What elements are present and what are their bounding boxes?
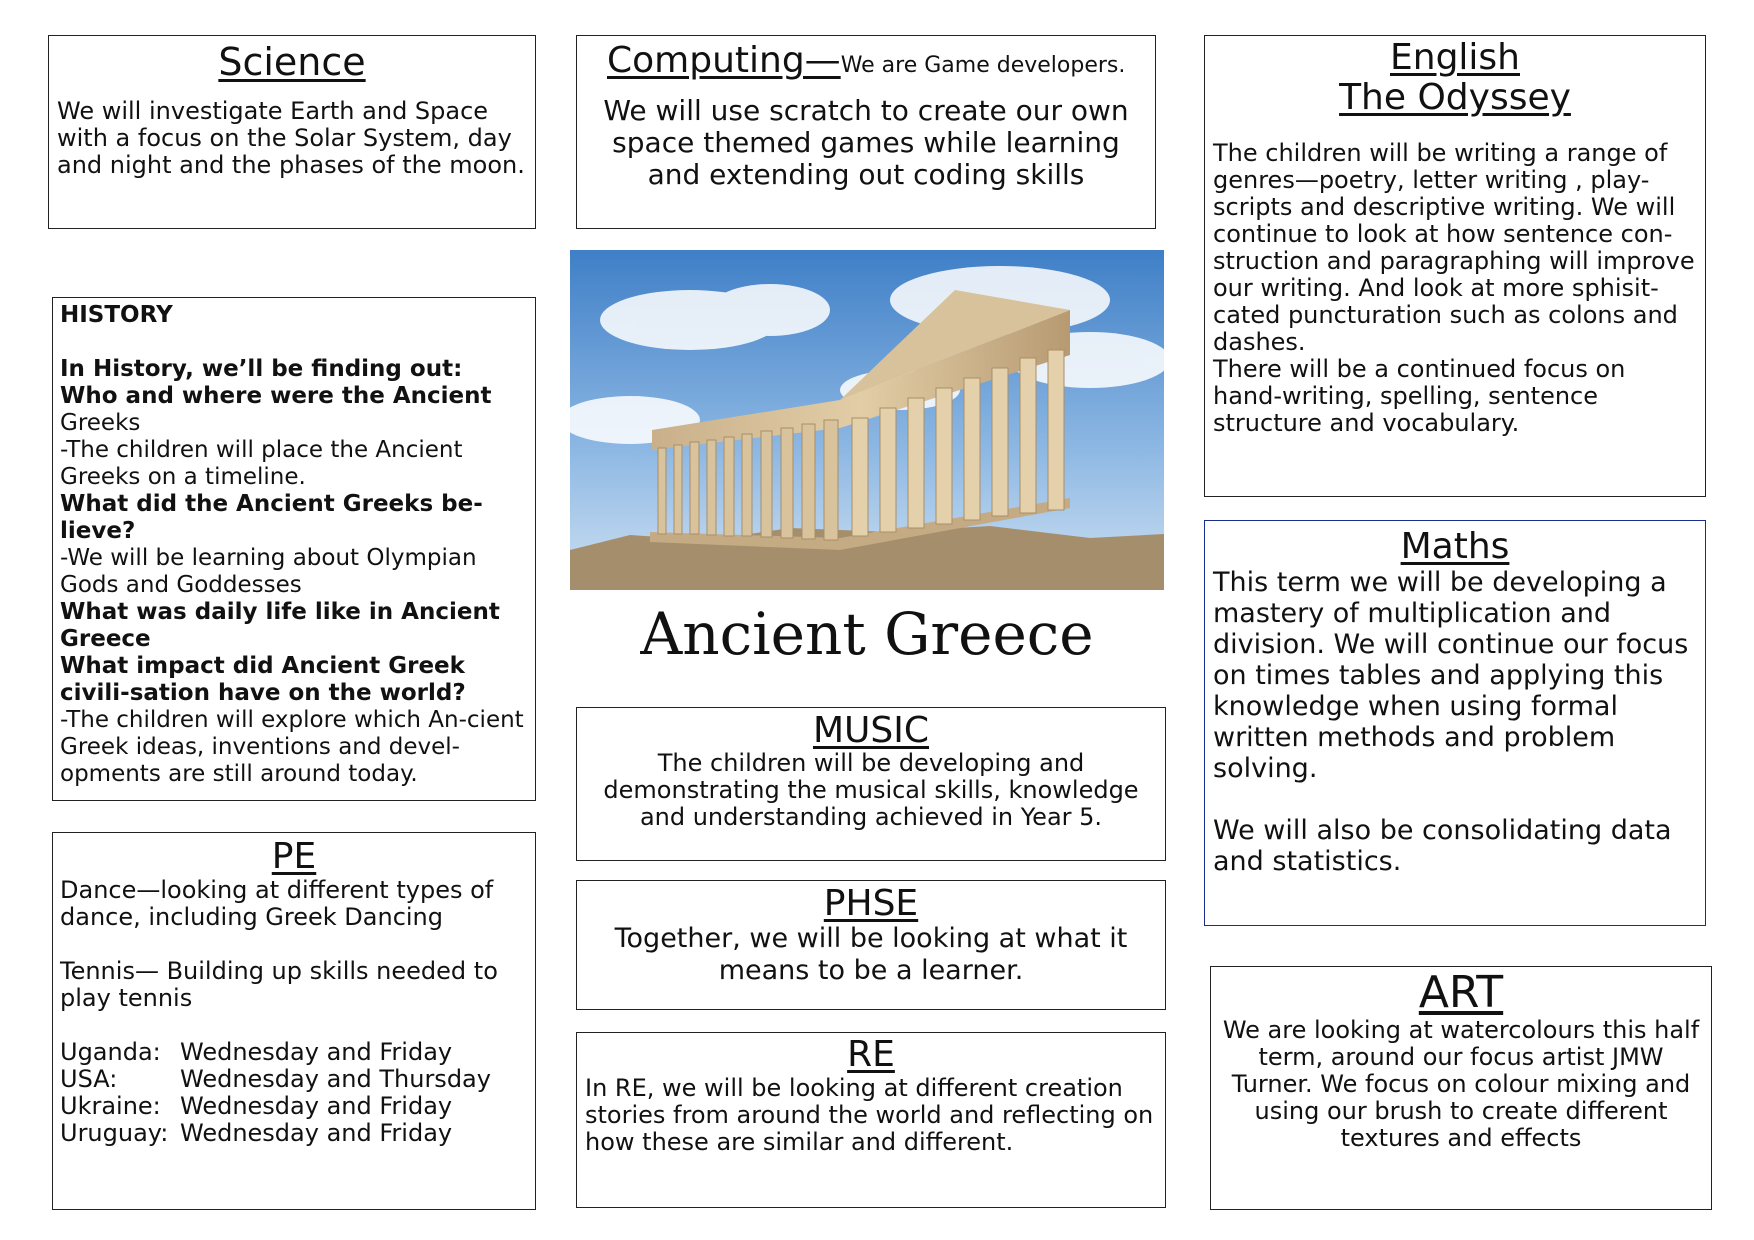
music-text: The children will be developing and demonstrating the musical skills, knowledge and understanding achieved in Year 5. [603, 749, 1139, 831]
computing-panel [576, 35, 1156, 229]
science-text: We will investigate Earth and Space with a focus on the Solar System, day and night and the phases of the moon. [57, 97, 525, 179]
history-answer-1: -The children will place the Ancient Greeks on a timeline. [60, 437, 463, 490]
history-question-3: What was daily life like in Ancient Greece [60, 599, 500, 652]
class-days: Wednesday and Friday [180, 1119, 453, 1147]
class-name: Uganda: [60, 1038, 161, 1066]
class-name: Ukraine: [60, 1092, 161, 1120]
parthenon-image [570, 250, 1164, 590]
class-days: Wednesday and Friday [180, 1038, 453, 1066]
re-title: RE [847, 1034, 895, 1075]
class-name: Uruguay: [60, 1119, 169, 1147]
art-text: We are looking at watercolours this half term, around our focus artist JMW Turner. We focus on colour mixing and using our brush to create different textures and effects [1222, 1016, 1700, 1152]
phse-panel [576, 880, 1166, 1010]
pe-schedule-row [60, 1093, 528, 1120]
class-name: USA: [60, 1065, 118, 1093]
parthenon-illustration [570, 250, 1164, 590]
english-title: English [1390, 37, 1520, 78]
history-answer-2: -We will be learning about Olympian Gods and Goddesses [60, 545, 477, 598]
pe-tennis: Tennis— Building up skills needed to play tennis [60, 957, 498, 1012]
art-panel [1210, 966, 1712, 1210]
pe-panel [52, 832, 536, 1210]
history-answer-4: -The children will explore which An-cient Greek ideas, inventions and devel-opments are still around today. [60, 707, 524, 787]
pe-dance: Dance—looking at different types of dance, including Greek Dancing [60, 876, 494, 931]
class-days: Wednesday and Friday [180, 1092, 453, 1120]
phse-text: Together, we will be looking at what it means to be a learner. [614, 923, 1128, 986]
phse-title: PHSE [823, 883, 919, 924]
music-panel [576, 707, 1166, 861]
maths-title: Maths [1400, 526, 1510, 567]
computing-subtitle: We are Game developers. [840, 53, 1126, 78]
pe-schedule-row [60, 1066, 528, 1093]
history-question-4: What impact did Ancient Greek civili-sation have on the world? [60, 653, 466, 706]
science-title: Science [218, 40, 366, 84]
re-panel [576, 1032, 1166, 1208]
caption-ancient-greece: Ancient Greece [640, 600, 1094, 668]
art-title: ART [1418, 967, 1504, 1018]
maths-panel [1204, 520, 1706, 926]
maths-text-1: This term we will be developing a mastery of multiplication and division. We will continue our focus on times tables and applying this knowledge when using formal written methods and problem solving. [1213, 567, 1689, 784]
english-text-2: There will be a continued focus on hand-writing, spelling, sentence structure and vocabulary. [1213, 355, 1626, 437]
pe-schedule-row [60, 1120, 528, 1147]
re-text: In RE, we will be looking at different creation stories from around the world and reflecting on how these are similar and different. [585, 1074, 1154, 1156]
history-question-1: Who and where were the Ancient [60, 383, 492, 409]
maths-text-2: We will also be consolidating data and statistics. [1213, 815, 1672, 877]
history-question-2: What did the Ancient Greeks be-lieve? [60, 491, 483, 544]
history-panel [52, 297, 536, 801]
english-subtitle: The Odyssey [1339, 77, 1571, 118]
science-panel [48, 35, 536, 229]
history-intro: In History, we’ll be finding out: [60, 356, 463, 382]
class-days: Wednesday and Thursday [180, 1065, 491, 1093]
english-text-1: The children will be writing a range of genres—poetry, letter writing , play-scripts and descriptive writing. We will continue to look at how sentence con-struction and paragraphing will improve our writing. And look at more sphisit-cated puncturation such as colons and dashes. [1213, 139, 1695, 356]
pe-schedule [60, 1039, 528, 1147]
history-title: HISTORY [60, 302, 173, 328]
english-panel [1204, 35, 1706, 497]
pe-schedule-row [60, 1039, 528, 1066]
computing-text: We will use scratch to create our own space themed games while learning and extending out coding skills [603, 94, 1129, 191]
history-question-1-rest: Greeks [60, 410, 141, 436]
pe-title: PE [271, 836, 317, 877]
computing-title: Computing— [607, 40, 841, 81]
music-title: MUSIC [812, 710, 929, 751]
